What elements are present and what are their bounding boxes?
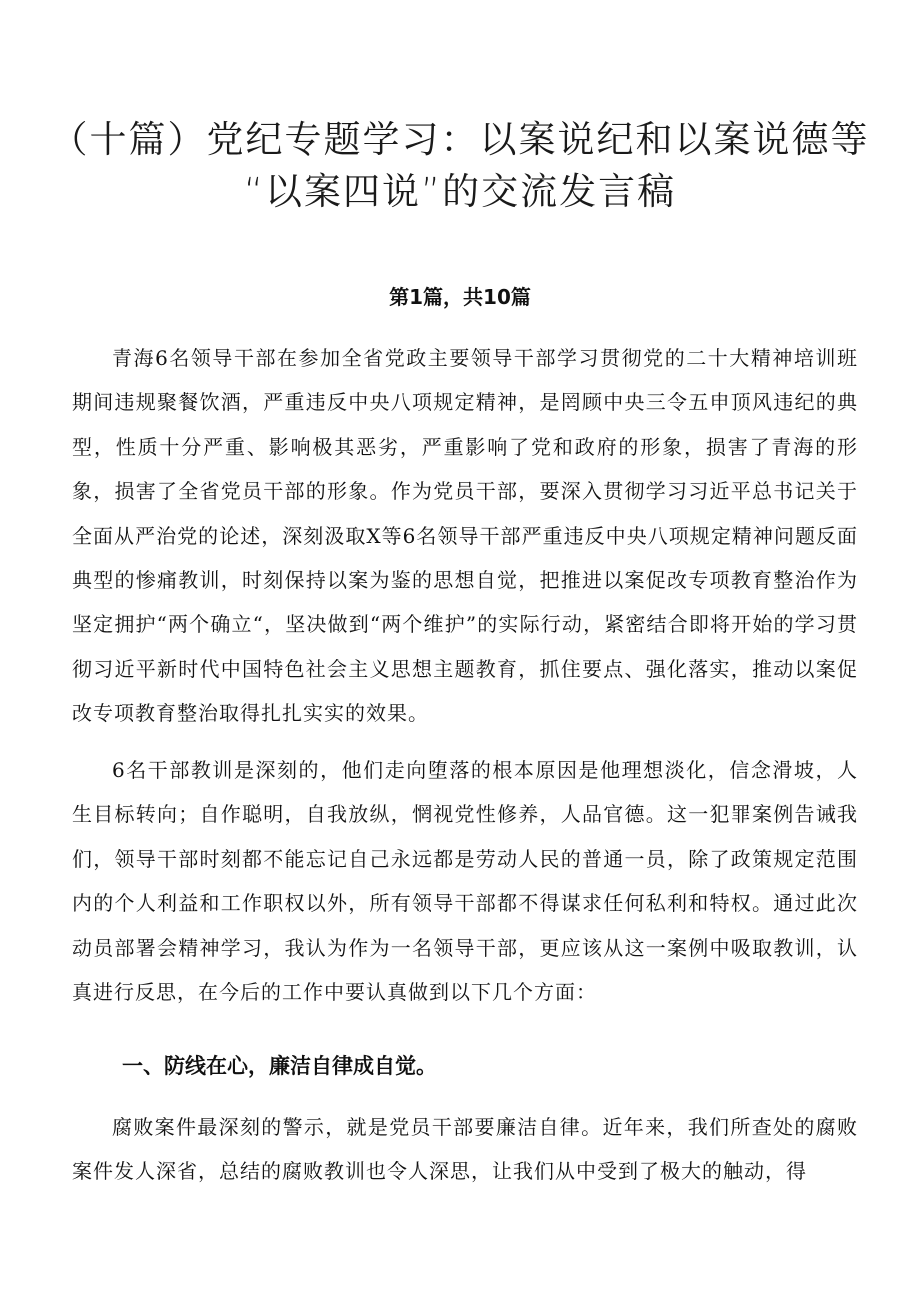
body-paragraph-3: 腐败案件最深刻的警示，就是党员干部要廉洁自律。近年来，我们所查处的腐败案件发人深省，总结的腐败教训也令人深思，让我们从中受到了极大的触动，得	[72, 1115, 858, 1184]
body-paragraph-1: 青海6名领导干部在参加全省党政主要领导干部学习贯彻党的二十大精神培训班期间违规聚餐饮酒，严重违反中央八项规定精神，是罔顾中央三令五申顶风违纪的典型，性质十分严重、影响极其恶劣，严重影响了党和政府的形象，损害了青海的形象，损害了全省党员干部的形象。作为党员干部，要深入贯彻学习习近平总书记关于全面从严治党的论述，深刻汲取X等6名领导干部严重违反中央八项规定精神问题反面典型的惨痛教训，时刻保持以案为鉴的思想自觉，把推进以案促改专项教育整治作为坚定拥护“两个确立“，坚决做到“两个维护”的实际行动，紧密结合即将开始的学习贯彻习近平新时代中国特色社会主义思想主题教育，抓住要点、强化落实，推动以案促改专项教育整治取得扎扎实实的效果。	[72, 346, 858, 726]
document-title	[40, 114, 880, 218]
title-line-2: “以案四说”的交流发言稿	[243, 170, 677, 213]
title-line-1: （十篇）党纪专题学习：以案说纪和以案说德等	[50, 118, 870, 161]
section-heading-1: 一、防线在心，廉洁自律成自觉。	[122, 1054, 437, 1078]
body-paragraph-2: 6名干部教训是深刻的，他们走向堕落的根本原因是他理想淡化，信念滑坡，人生目标转向；自作聪明，自我放纵，惘视党性修养，人品官德。这一犯罪案例告诫我们，领导干部时刻都不能忘记自己永远都是劳动人民的普通一员，除了政策规定范围内的个人利益和工作职权以外，所有领导干部都不得谋求任何私利和特权。通过此次动员部署会精神学习，我认为作为一名领导干部，更应该从这一案例中吸取教训，认真进行反思，在今后的工作中要认真做到以下几个方面：	[72, 758, 858, 1005]
document-subtitle: 第1篇，共10篇	[389, 285, 531, 309]
